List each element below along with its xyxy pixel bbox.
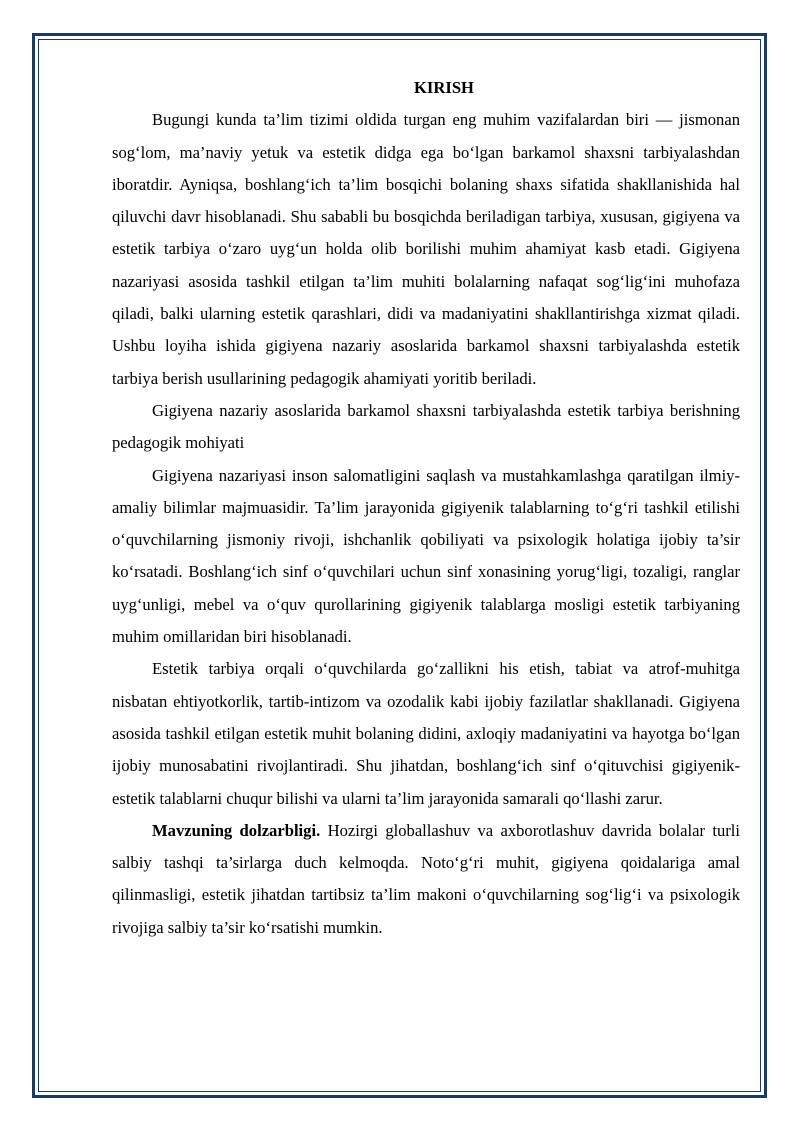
document-title: KIRISH: [414, 78, 474, 97]
paragraph-relevance: [112, 815, 740, 944]
paragraph-intro: Bugungi kunda ta’lim tizimi oldida turgan eng muhim vazifalardan biri — jismonan sog‘lom, ma’naviy yetuk va estetik didga ega bo‘lgan barkamol shaxsni tarbiyalashdan iboratdir. Ayniqsa, boshlang‘ich ta’lim bosqichi bolaning shaxs sifatida shakllanishida hal qiluvchi davr hisoblanadi. Shu sababli bu bosqichda beriladigan tarbiya, xususan, gigiyena va estetik tarbiya o‘zaro uyg‘un holda olib borilishi muhim ahamiyat kasb etadi. Gigiyena nazariyasi asosida tashkil etilgan ta’lim muhiti bolalarning nafaqat sog‘lig‘ini muhofaza qiladi, balki ularning estetik qarashlari, didi va madaniyatini shakllantirishga xizmat qiladi. Ushbu loyiha ishida gigiyena nazariy asoslarida barkamol shaxsni tarbiyalashda estetik tarbiya berish usullarining pedagogik ahamiyati yoritib beriladi.: [112, 110, 740, 388]
paragraph-section-heading: Gigiyena nazariy asoslarida barkamol shaxsni tarbiyalashda estetik tarbiya berishning pedagogik mohiyati: [112, 400, 740, 453]
relevance-text: Hozirgi globallashuv va axborotlashuv davrida bolalar turli salbiy tashqi ta’sirlarga duch kelmoqda. Noto‘g‘ri muhit, gigiyena qoidalariga amal qilinmasligi, estetik jihatdan tartibsiz ta’lim makoni o‘quvchilarning sog‘lig‘i va psixologik rivojiga salbiy ta’sir ko‘rsatishi mumkin.: [112, 820, 740, 937]
document-body: [112, 72, 740, 944]
paragraph-hygiene-theory: Gigiyena nazariyasi inson salomatligini saqlash va mustahkamlashga qaratilgan ilmiy-amaliy bilimlar majmuasidir. Ta’lim jarayonida gigiyenik talablarning to‘g‘ri tashkil etilishi o‘quvchilarning jismoniy rivoji, ishchanlik qobiliyati va psixologik holatiga ijobiy ta’sir ko‘rsatadi. Boshlang‘ich sinf o‘quvchilari uchun sinf xonasining yorug‘ligi, tozaligi, ranglar uyg‘unligi, mebel va o‘quv qurollarining gigiyenik talablarga mosligi estetik tarbiyaning muhim omillaridan biri hisoblanadi.: [112, 465, 740, 647]
paragraph-aesthetic-education: Estetik tarbiya orqali o‘quvchilarda go‘zallikni his etish, tabiat va atrof-muhitga nisbatan ehtiyotkorlik, tartib-intizom va ozodalik kabi ijobiy fazilatlar shakllanadi. Gigiyena asosida tashkil etilgan estetik muhit bolaning didini, axloqiy madaniyatini va hayotga bo‘lgan ijobiy munosabatini rivojlantiradi. Shu jihatdan, boshlang‘ich sinf o‘qituvchisi gigiyenik-estetik talablarni chuqur bilishi va ularni ta’lim jarayonida samarali qo‘llashi zarur.: [112, 659, 740, 808]
relevance-lead: Mavzuning dolzarbligi.: [152, 820, 321, 840]
